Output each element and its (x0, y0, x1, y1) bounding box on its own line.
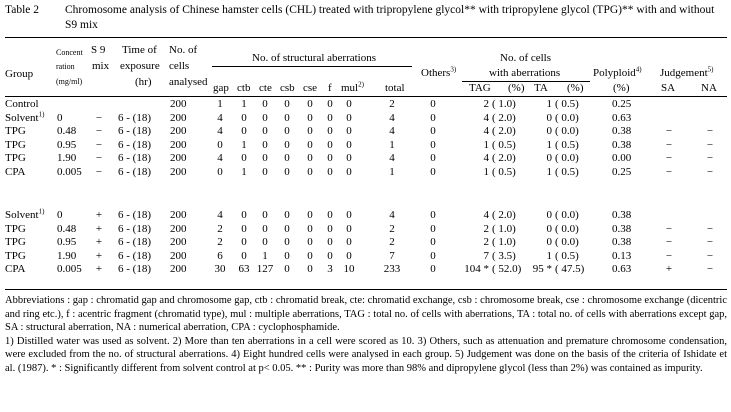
cell-tag: 4 (483, 209, 489, 221)
cell-ta: 1 (546, 138, 552, 151)
cell-mul: 0 (346, 152, 352, 164)
cell-conc: 1.90 (57, 152, 77, 164)
cell-ctb: 63 (238, 263, 250, 275)
cell-mul: 10 (343, 263, 355, 275)
cell-ctb: 0 (241, 249, 247, 262)
cell-others: 0 (430, 249, 436, 262)
cell-time: 6 - (18) (118, 111, 151, 124)
cell-sa: + (665, 263, 673, 275)
cell-csb: 0 (284, 236, 290, 248)
cell-conc: 0 (57, 111, 63, 124)
table-title: Chromosome analysis of Chinese hamster cells (CHL) treated with tripropylene glycol** with tripropylene glycol (TPG)** with and without S9 mix (65, 4, 715, 31)
row-group (5, 223, 26, 236)
cell-f: 0 (327, 236, 333, 248)
row-group-label: TPG (5, 249, 26, 262)
cell-ta: 95 * (532, 263, 552, 275)
cell-others: 0 (430, 236, 436, 248)
cell-tap: ( 0.5) (555, 138, 579, 151)
cell-total: 4 (389, 111, 395, 124)
cell-gap: 4 (217, 152, 223, 164)
header-cse: cse (303, 82, 318, 94)
cell-mul: 0 (346, 138, 352, 151)
cell-ctb: 0 (241, 209, 247, 221)
cell-poly: 0.25 (612, 165, 632, 178)
cell-cells: 200 (170, 165, 187, 178)
cell-time: 6 - (18) (118, 138, 151, 151)
cell-others: 0 (430, 263, 436, 275)
cell-gap: 30 (214, 263, 226, 275)
cell-cte: 0 (262, 98, 268, 110)
header-s9-line1: S 9 (91, 44, 106, 56)
cell-na: − (706, 138, 714, 151)
cell-tag: 7 (483, 249, 489, 262)
header-tag: TAG (469, 82, 491, 94)
cell-cse: 0 (307, 98, 313, 110)
header-others-note: 3) (450, 65, 457, 74)
cell-tagp: ( 2.0) (492, 111, 516, 124)
cell-f: 0 (327, 209, 333, 221)
cell-ta: 1 (546, 165, 552, 178)
cell-others: 0 (430, 152, 436, 164)
header-bottom-rule (5, 96, 727, 97)
cell-tap: ( 0.0) (555, 236, 579, 248)
cell-s9: − (95, 165, 103, 178)
cell-mul: 0 (346, 222, 352, 235)
cell-cte: 0 (262, 222, 268, 235)
header-mul-label: mul (341, 82, 359, 94)
cell-poly: 0.25 (612, 98, 632, 110)
cell-others: 0 (430, 165, 436, 178)
cell-sa: − (665, 138, 673, 151)
cell-others: 0 (430, 98, 436, 110)
cell-ctb: 1 (241, 98, 247, 110)
cell-others: 0 (430, 222, 436, 235)
cell-s9: + (95, 263, 103, 275)
cell-cte: 0 (262, 236, 268, 248)
cell-ctb: 0 (241, 222, 247, 235)
header-tag-percent: (%) (508, 82, 525, 94)
cell-tap: ( 0.0) (555, 152, 579, 164)
cell-cells: 200 (170, 111, 187, 124)
cell-ctb: 1 (241, 165, 247, 178)
cell-tap: ( 47.5) (555, 263, 585, 275)
cell-cells: 200 (170, 138, 187, 151)
cell-csb: 0 (284, 263, 290, 275)
cell-na: − (706, 236, 714, 248)
row-group (5, 125, 26, 138)
row-group (5, 236, 26, 249)
cell-ctb: 0 (241, 111, 247, 124)
cell-time: 6 - (18) (118, 165, 151, 178)
cell-poly: 0.38 (612, 236, 632, 248)
cell-ctb: 0 (241, 152, 247, 164)
cell-f: 0 (327, 222, 333, 235)
cell-na: − (706, 263, 714, 275)
cell-time: 6 - (18) (118, 125, 151, 137)
cell-others: 0 (430, 138, 436, 151)
header-concentration-line1: Concent (56, 48, 83, 57)
cell-csb: 0 (284, 209, 290, 221)
cell-tagp: ( 0.5) (492, 165, 516, 178)
header-mul-note: 2) (358, 80, 364, 89)
header-aberrations-group: No. of structural aberrations (252, 52, 377, 64)
cell-sa: − (665, 236, 673, 248)
cell-na: − (706, 125, 714, 137)
cell-cse: 0 (307, 236, 313, 248)
header-polyploid-label: Polyploid (593, 67, 636, 79)
cell-tagp: ( 0.5) (492, 138, 516, 151)
cell-ta: 0 (546, 222, 552, 235)
cell-cse: 0 (307, 249, 313, 262)
cell-gap: 4 (217, 209, 223, 221)
header-time-line2: exposure (120, 60, 160, 72)
cell-cells: 200 (170, 125, 187, 137)
row-group-label: TPG (5, 222, 26, 235)
header-polyploid-note: 4) (635, 65, 642, 74)
cell-conc: 0.95 (57, 236, 77, 248)
cell-f: 0 (327, 152, 333, 164)
cell-tagp: ( 2.0) (492, 125, 516, 137)
cell-total: 4 (389, 209, 395, 221)
cell-mul: 0 (346, 249, 352, 262)
header-na: NA (701, 82, 717, 94)
table-bottom-rule (5, 289, 727, 290)
cell-tagp: ( 1.0) (492, 222, 516, 235)
cell-sa: − (665, 222, 673, 235)
cell-cse: 0 (307, 138, 313, 151)
cell-tag: 1 (483, 138, 489, 151)
header-concentration-unit: (mg/ml) (56, 77, 83, 86)
cell-time: 6 - (18) (118, 263, 151, 275)
row-group-label: CPA (5, 165, 26, 178)
cell-conc: 0.95 (57, 138, 77, 151)
row-group-note: 1) (38, 207, 45, 216)
row-group-label: Solvent (5, 209, 39, 221)
cell-poly: 0.00 (612, 152, 632, 164)
header-mul (341, 82, 364, 95)
row-group (5, 152, 26, 165)
cell-cte: 0 (262, 138, 268, 151)
header-ctb: ctb (237, 82, 251, 94)
cell-tag: 1 (483, 165, 489, 178)
cell-cse: 0 (307, 111, 313, 124)
cell-tagp: ( 2.0) (492, 209, 516, 221)
cell-cse: 0 (307, 125, 313, 137)
header-cells-line1: No. of (169, 44, 198, 56)
cell-f: 0 (327, 98, 333, 110)
cell-gap: 0 (217, 138, 223, 151)
cell-time: 6 - (18) (118, 222, 151, 235)
footnotes: 1) Distilled water was used as solvent. 2) More than ten aberrations in a cell were scored as 10. 3) Others, such as attenuation and premature chromosome condensation, were excluded from the no. of structural aberrations. 4) Eight hundred cells were analysed in each group. 5) Judgement was done on the basis of the criteria of Ishidate et al. (1987). * : Significantly different from solvent control at p< 0.05. ** : Purity was more than 98% and dipropylene glycol (less than 2%) was contained as impurity. (5, 335, 727, 374)
header-ta: TA (534, 82, 548, 94)
row-group-label: TPG (5, 138, 26, 151)
cell-cte: 127 (256, 263, 274, 275)
cell-na: − (706, 249, 714, 262)
cell-others: 0 (430, 209, 436, 221)
cell-others: 0 (430, 111, 436, 124)
cell-gap: 2 (217, 236, 223, 248)
cell-time: 6 - (18) (118, 236, 151, 248)
cell-total: 2 (389, 236, 395, 248)
cell-csb: 0 (284, 138, 290, 151)
cell-poly: 0.38 (612, 138, 632, 151)
cell-cse: 0 (307, 165, 313, 178)
cell-f: 0 (327, 125, 333, 137)
cell-cte: 0 (262, 125, 268, 137)
row-group (5, 166, 25, 179)
cell-sa: − (665, 152, 673, 164)
cell-tap: ( 0.5) (555, 249, 579, 262)
cell-tap: ( 0.0) (555, 209, 579, 221)
cell-poly: 0.63 (612, 263, 632, 275)
abbreviations-note: Abbreviations : gap : chromatid gap and chromosome gap, ctb : chromatid break, cte: chromatid exchange, csb : chromosome break, cse : chromosome exchange (dicentric and ring etc.), f : acentric fragment (chromatid type), mul : multiple aberrations, TAG : total no. of cells with aberrations, TA : total no. of cells with aberrations except gap, SA : structural aberration, NA : numerical aberration, CPA : cyclophosphamide. (5, 295, 727, 334)
cell-s9: − (95, 111, 103, 124)
header-s9-line2: mix (92, 60, 110, 72)
header-judgement (660, 67, 714, 80)
cell-tagp: ( 3.5) (492, 249, 516, 262)
cell-csb: 0 (284, 152, 290, 164)
cell-mul: 0 (346, 236, 352, 248)
cell-cte: 0 (262, 209, 268, 221)
header-sa: SA (661, 82, 676, 94)
cell-tag: 4 (483, 152, 489, 164)
header-csb: csb (280, 82, 295, 94)
cell-poly: 0.13 (612, 249, 632, 262)
cell-tap: ( 0.0) (555, 111, 579, 124)
cell-conc: 0.005 (57, 263, 82, 275)
cell-total: 1 (389, 138, 395, 151)
cell-conc: 0.005 (57, 165, 82, 178)
header-concentration-line2: ration (56, 62, 75, 71)
header-polyploid-percent: (%) (613, 82, 630, 94)
cell-cells: 200 (170, 209, 187, 221)
cell-s9: + (95, 236, 103, 248)
header-others (421, 67, 456, 80)
cell-conc: 0.48 (57, 222, 77, 235)
cell-na: − (706, 165, 714, 178)
cell-tag: 104 * (464, 263, 489, 275)
cell-tap: ( 0.0) (555, 125, 579, 137)
row-group-label: TPG (5, 125, 26, 137)
cell-poly: 0.38 (612, 209, 632, 221)
cell-csb: 0 (284, 111, 290, 124)
cell-total: 1 (389, 165, 395, 178)
cell-sa: − (665, 125, 673, 137)
cell-csb: 0 (284, 222, 290, 235)
cell-cte: 1 (262, 249, 268, 262)
cell-total: 7 (389, 249, 395, 262)
row-group (5, 98, 39, 111)
row-group-label: Solvent (5, 111, 39, 124)
cell-s9: − (95, 138, 103, 151)
cell-time: 6 - (18) (118, 249, 151, 262)
cell-s9: + (95, 209, 103, 221)
cell-tagp: ( 52.0) (492, 263, 522, 275)
cell-cells: 200 (170, 98, 187, 110)
cell-gap: 6 (217, 249, 223, 262)
cell-na: − (706, 152, 714, 164)
cell-f: 0 (327, 165, 333, 178)
cell-ta: 0 (546, 125, 552, 137)
cell-tap: ( 0.5) (555, 165, 579, 178)
cell-total: 2 (389, 98, 395, 110)
cell-cte: 0 (262, 152, 268, 164)
header-cells-line3: analysed (169, 76, 208, 88)
cell-conc: 0 (57, 209, 63, 221)
cell-ta: 1 (546, 98, 552, 110)
table-label: Table 2 (5, 4, 40, 16)
row-group (5, 250, 26, 263)
cell-gap: 1 (217, 98, 223, 110)
header-group: Group (5, 68, 34, 80)
header-polyploid (593, 67, 642, 80)
top-rule (5, 37, 727, 38)
cell-total: 4 (389, 152, 395, 164)
row-group-label: TPG (5, 152, 26, 164)
cell-csb: 0 (284, 98, 290, 110)
aberrations-group-rule (212, 66, 412, 67)
row-group (5, 109, 45, 125)
cell-others: 0 (430, 125, 436, 137)
cell-cells: 200 (170, 236, 187, 248)
row-group-label: TPG (5, 236, 26, 248)
row-group-note: 1) (38, 109, 45, 118)
row-group (5, 139, 26, 152)
cell-tap: ( 0.5) (555, 98, 579, 110)
cell-poly: 0.38 (612, 125, 632, 137)
cell-s9: + (95, 222, 103, 235)
cell-csb: 0 (284, 125, 290, 137)
cell-cells: 200 (170, 152, 187, 164)
cell-cells: 200 (170, 222, 187, 235)
cell-tap: ( 0.0) (555, 222, 579, 235)
cell-ta: 0 (546, 152, 552, 164)
cell-tag: 2 (483, 98, 489, 110)
table-notes (5, 294, 727, 376)
cell-cells: 200 (170, 249, 187, 262)
cell-s9: + (95, 249, 103, 262)
cell-tag: 2 (483, 236, 489, 248)
cell-mul: 0 (346, 111, 352, 124)
cell-csb: 0 (284, 249, 290, 262)
row-group-label: CPA (5, 263, 26, 275)
header-judgement-label: Judgement (660, 67, 708, 79)
cell-total: 2 (389, 222, 395, 235)
cell-conc: 0.48 (57, 125, 77, 137)
cell-mul: 0 (346, 98, 352, 110)
header-gap: gap (213, 82, 229, 94)
cell-gap: 4 (217, 125, 223, 137)
cell-sa: − (665, 249, 673, 262)
cell-s9: − (95, 152, 103, 164)
cell-tagp: ( 1.0) (492, 236, 516, 248)
cell-cse: 0 (307, 152, 313, 164)
cell-tagp: ( 2.0) (492, 152, 516, 164)
cell-cse: 0 (307, 222, 313, 235)
cell-csb: 0 (284, 165, 290, 178)
cell-time: 6 - (18) (118, 152, 151, 164)
cell-tag: 4 (483, 125, 489, 137)
row-group-label: Control (5, 98, 39, 110)
cell-tagp: ( 1.0) (492, 98, 516, 110)
cell-tag: 2 (483, 222, 489, 235)
header-cells-line2: cells (169, 60, 190, 72)
cell-cte: 0 (262, 165, 268, 178)
header-others-label: Others (421, 67, 451, 79)
cell-total: 4 (389, 125, 395, 137)
cell-total: 233 (383, 263, 401, 275)
cell-conc: 1.90 (57, 249, 77, 262)
cell-poly: 0.63 (612, 111, 632, 124)
cell-ta: 0 (546, 111, 552, 124)
header-f: f (328, 82, 332, 94)
header-time-line1: Time of (122, 44, 157, 56)
header-judgement-note: 5) (707, 65, 714, 74)
row-group (5, 209, 44, 222)
cell-f: 3 (327, 263, 333, 275)
header-cells-with-aberrations-line1: No. of cells (500, 52, 552, 64)
cell-mul: 0 (346, 209, 352, 221)
cell-tag: 4 (483, 111, 489, 124)
cell-cse: 0 (307, 209, 313, 221)
cell-ctb: 1 (241, 138, 247, 151)
cell-gap: 0 (217, 165, 223, 178)
cell-cse: 0 (307, 263, 313, 275)
cell-cte: 0 (262, 111, 268, 124)
cell-poly: 0.38 (612, 222, 632, 235)
cell-f: 0 (327, 111, 333, 124)
row-group (5, 263, 25, 276)
cell-time: 6 - (18) (118, 209, 151, 221)
cell-f: 0 (327, 249, 333, 262)
header-ta-percent: (%) (567, 82, 584, 94)
cell-ctb: 0 (241, 236, 247, 248)
header-cells-with-aberrations-line2: with aberrations (489, 67, 561, 79)
header-time-unit: (hr) (135, 76, 152, 88)
cell-sa: − (665, 165, 673, 178)
cell-na: − (706, 222, 714, 235)
cell-gap: 2 (217, 222, 223, 235)
cell-cells: 200 (170, 263, 187, 275)
cell-mul: 0 (346, 125, 352, 137)
header-cte: cte (259, 82, 272, 94)
cell-ta: 1 (546, 249, 552, 262)
cell-ta: 0 (546, 209, 552, 221)
cell-s9: − (95, 125, 103, 137)
cell-f: 0 (327, 138, 333, 151)
cell-ta: 0 (546, 236, 552, 248)
header-total: total (385, 82, 405, 94)
cell-ctb: 0 (241, 125, 247, 137)
cell-mul: 0 (346, 165, 352, 178)
cell-gap: 4 (217, 111, 223, 124)
